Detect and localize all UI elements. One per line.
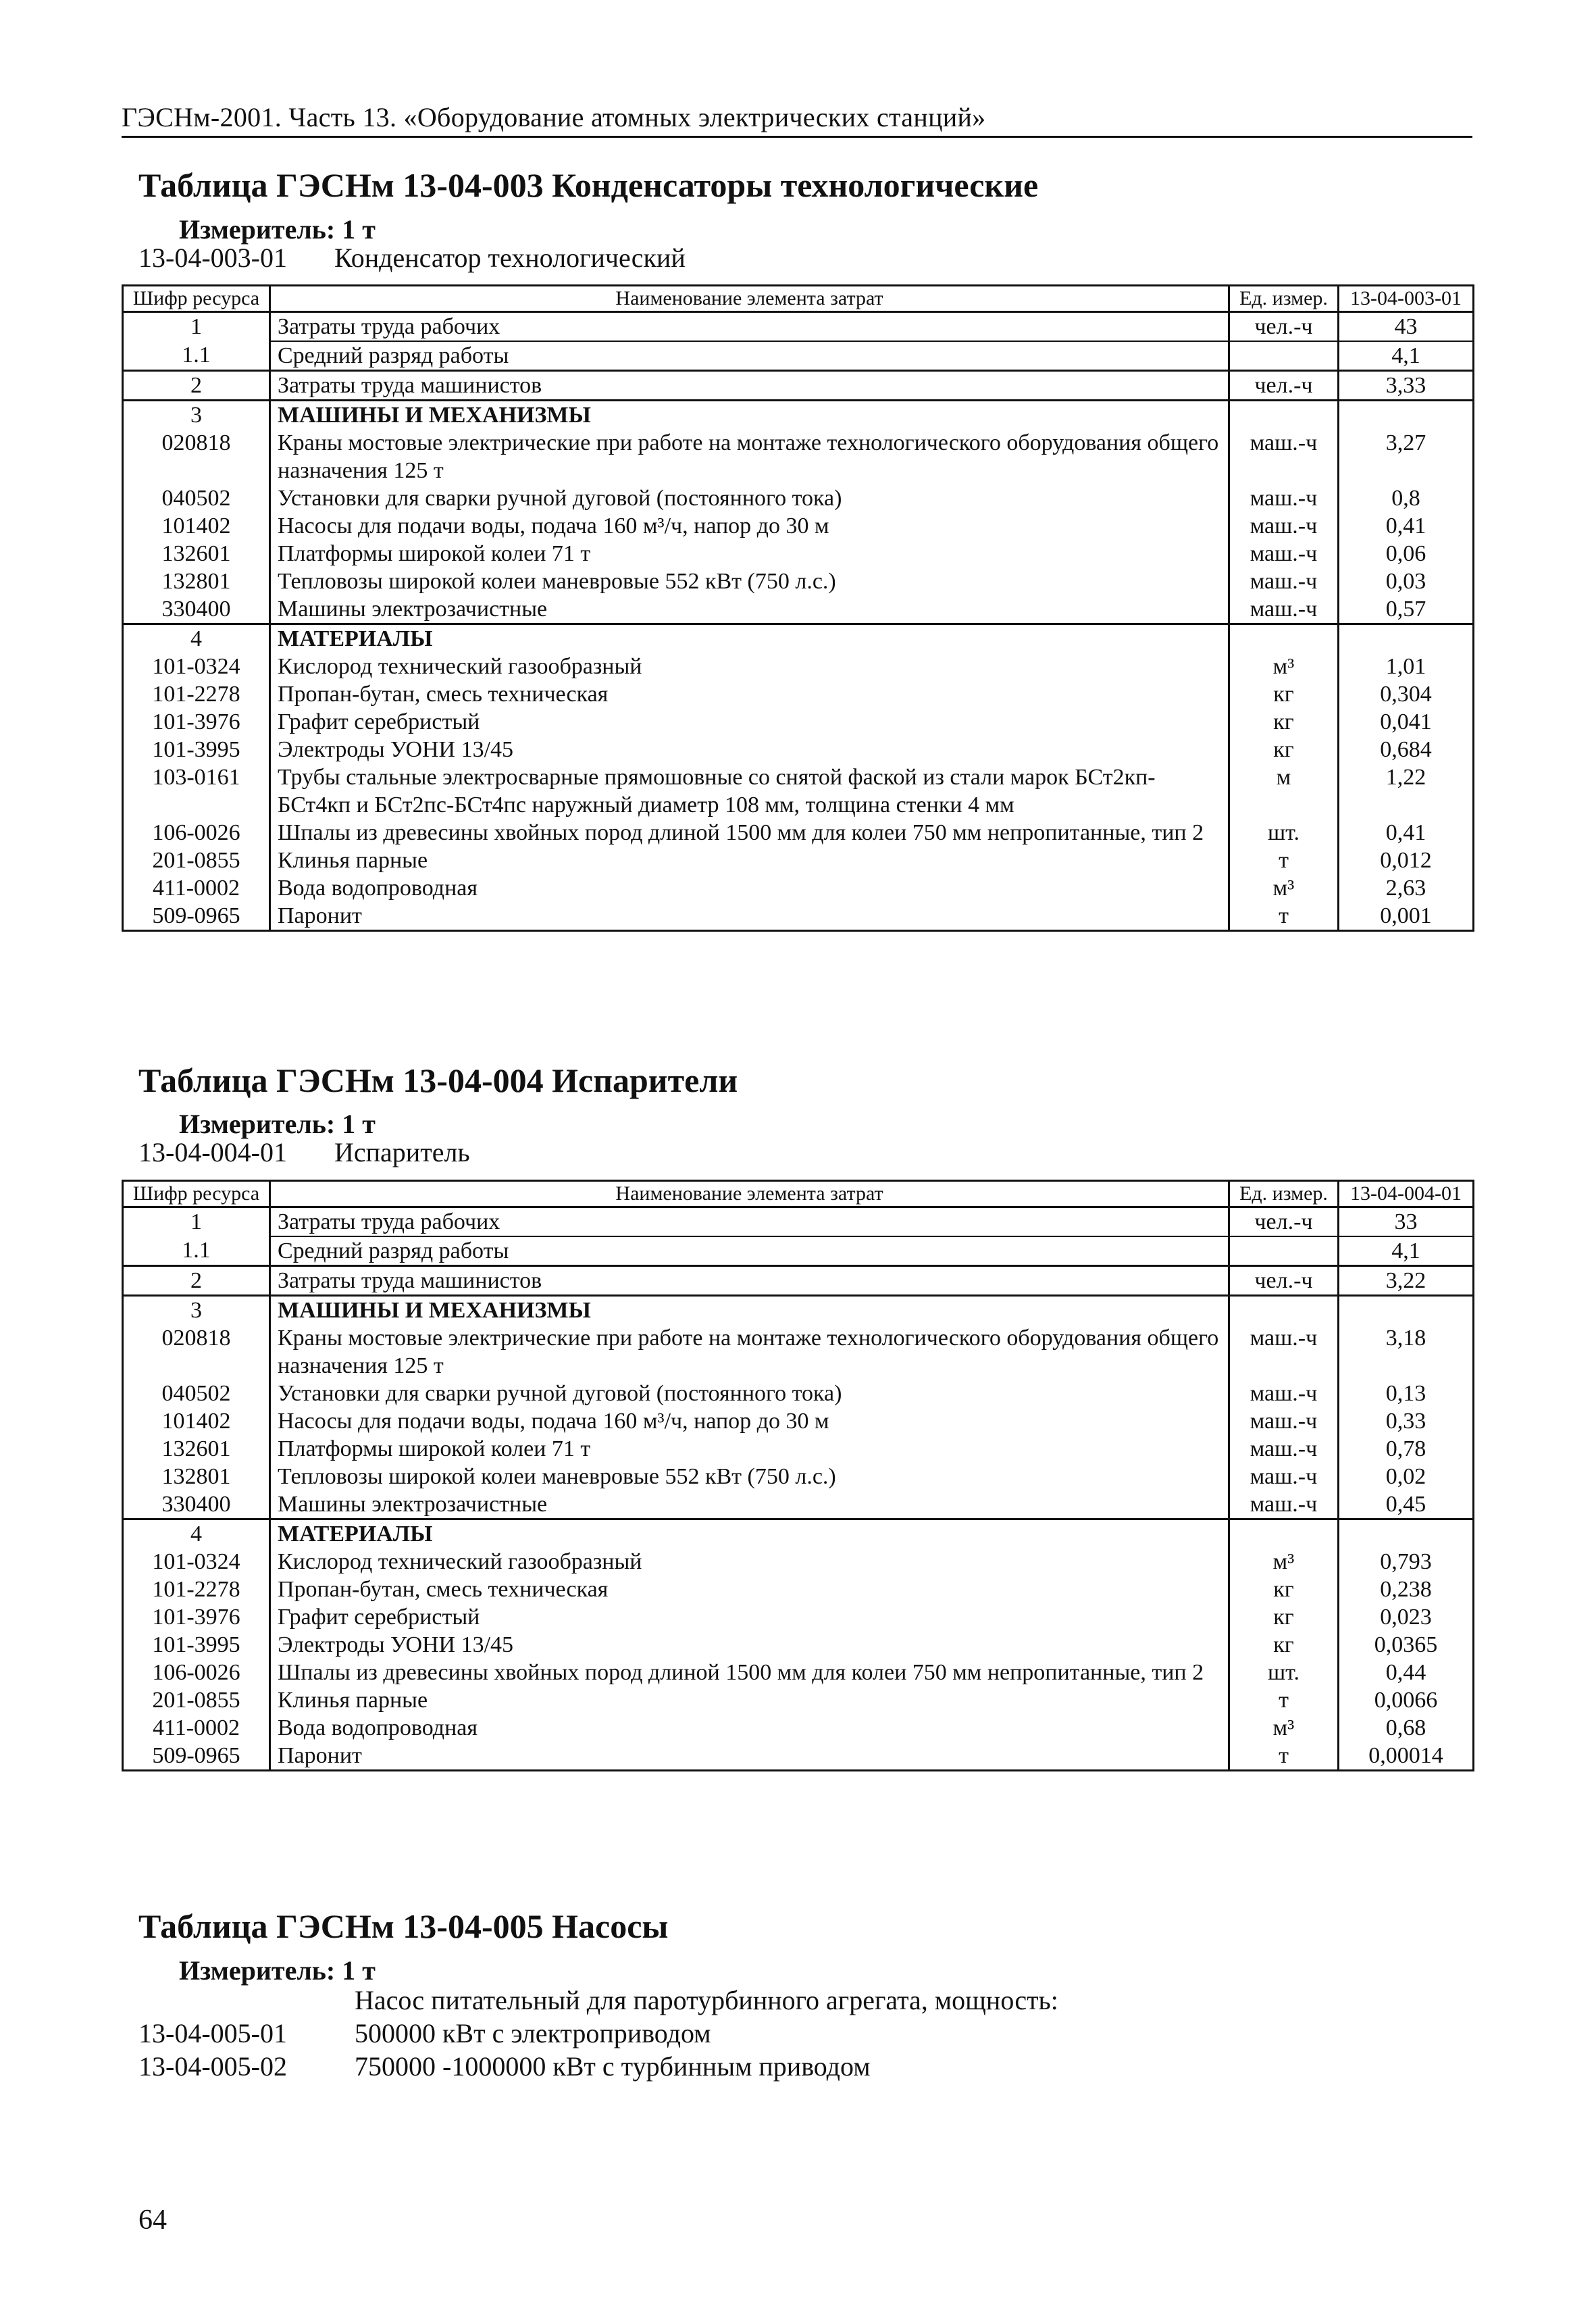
table3-item-row (138, 2017, 1058, 2050)
cell-unit: маш.-ч (1229, 1324, 1339, 1380)
cell-unit (1229, 1236, 1339, 1266)
cell-code: 103-0161 (123, 763, 270, 819)
cell-name: Тепловозы широкой колеи маневровые 552 кВт (750 л.с.) (270, 1463, 1229, 1490)
cell-value: 0,57 (1339, 595, 1474, 624)
col-header-value: 13-04-003-01 (1339, 286, 1474, 312)
table2-item-line (138, 1136, 470, 1168)
cell-code: 101-2278 (123, 680, 270, 708)
col-header-name: Наименование элемента затрат (270, 1181, 1229, 1207)
table-row (123, 512, 1474, 540)
cell-unit: чел.-ч (1229, 1207, 1339, 1237)
cell-unit: кг (1229, 680, 1339, 708)
cell-value: 1,01 (1339, 653, 1474, 680)
cell-value: 0,02 (1339, 1463, 1474, 1490)
cell-value: 0,238 (1339, 1576, 1474, 1603)
table3-items (138, 1984, 1058, 2083)
col-header-unit: Ед. измер. (1229, 286, 1339, 312)
cell-unit: чел.-ч (1229, 1266, 1339, 1296)
cell-name: Пропан-бутан, смесь техническая (270, 680, 1229, 708)
table-row (123, 1324, 1474, 1380)
cell-code: 201-0855 (123, 847, 270, 874)
cell-name: Затраты труда рабочих (270, 1207, 1229, 1237)
cell-name: Клинья парные (270, 847, 1229, 874)
table3-item-code: 13-04-005-01 (138, 2018, 287, 2048)
cell-value: 0,023 (1339, 1603, 1474, 1631)
cell-name: Платформы широкой колеи 71 т (270, 540, 1229, 568)
cell-unit: м³ (1229, 1714, 1339, 1742)
cell-name: Платформы широкой колеи 71 т (270, 1435, 1229, 1463)
cell-value: 0,793 (1339, 1548, 1474, 1576)
cell-code: 4 (123, 624, 270, 653)
cell-unit (1229, 341, 1339, 371)
table-row (123, 763, 1474, 819)
cell-name: Насосы для подачи воды, подача 160 м³/ч, напор до 30 м (270, 512, 1229, 540)
table-row (123, 1407, 1474, 1435)
cell-code: 411-0002 (123, 874, 270, 902)
cell-unit: маш.-ч (1229, 595, 1339, 624)
cell-unit: т (1229, 1686, 1339, 1714)
cell-unit: маш.-ч (1229, 429, 1339, 484)
cell-unit: т (1229, 902, 1339, 931)
cell-unit: маш.-ч (1229, 1463, 1339, 1490)
cell-code: 132801 (123, 568, 270, 595)
table2 (122, 1180, 1474, 1771)
table3-intro-row (138, 1984, 1058, 2017)
cell-unit: маш.-ч (1229, 540, 1339, 568)
table3-intro: Насос питательный для паротурбинного агрегата, мощность: (355, 1985, 1058, 2015)
cell-name: Электроды УОНИ 13/45 (270, 736, 1229, 763)
cell-code: 132601 (123, 540, 270, 568)
cell-code: 509-0965 (123, 1742, 270, 1771)
table-row (123, 429, 1474, 484)
cell-unit: кг (1229, 708, 1339, 736)
cell-code: 020818 (123, 429, 270, 484)
cell-code: 101-3995 (123, 736, 270, 763)
cell-value: 0,0066 (1339, 1686, 1474, 1714)
page-number: 64 (138, 2205, 167, 2236)
cell-name: Клинья парные (270, 1686, 1229, 1714)
table-row (123, 847, 1474, 874)
col-header-value: 13-04-004-01 (1339, 1181, 1474, 1207)
section-title: МАТЕРИАЛЫ (270, 1519, 1229, 1549)
cell-value: 3,22 (1339, 1266, 1474, 1296)
cell-code: 1 (123, 312, 270, 342)
table3-item-row (138, 2050, 1058, 2083)
table3-item-name: 500000 кВт с электроприводом (355, 2018, 711, 2048)
table-row (123, 371, 1474, 401)
cell-value (1339, 401, 1474, 430)
table-row (123, 1659, 1474, 1686)
cell-value: 0,8 (1339, 484, 1474, 512)
cell-code: 106-0026 (123, 1659, 270, 1686)
cell-name: Установки для сварки ручной дуговой (постоянного тока) (270, 1380, 1229, 1407)
cell-code: 4 (123, 1519, 270, 1549)
table-row (123, 1576, 1474, 1603)
cell-code: 106-0026 (123, 819, 270, 847)
cell-value: 3,33 (1339, 371, 1474, 401)
cell-unit (1229, 1519, 1339, 1549)
table-row (123, 1631, 1474, 1659)
table3-title: Таблица ГЭСНм 13-04-005 Насосы (138, 1907, 669, 1945)
cell-value: 0,45 (1339, 1490, 1474, 1519)
section-title: МАШИНЫ И МЕХАНИЗМЫ (270, 1296, 1229, 1325)
table-row (123, 1266, 1474, 1296)
table-row (123, 1714, 1474, 1742)
cell-name: Вода водопроводная (270, 1714, 1229, 1742)
cell-value: 0,304 (1339, 680, 1474, 708)
cell-name: Шпалы из древесины хвойных пород длиной 1500 мм для колеи 750 мм непропитанные, тип 2 (270, 819, 1229, 847)
table1-measure: Измеритель: 1 т (179, 214, 376, 245)
table1-item-code: 13-04-003-01 (138, 243, 287, 273)
cell-value: 0,41 (1339, 512, 1474, 540)
table-row (123, 1686, 1474, 1714)
cell-unit: маш.-ч (1229, 1435, 1339, 1463)
table-row (123, 680, 1474, 708)
table-row (123, 653, 1474, 680)
cell-value: 0,012 (1339, 847, 1474, 874)
cell-value: 33 (1339, 1207, 1474, 1237)
cell-unit: кг (1229, 1603, 1339, 1631)
table-row (123, 595, 1474, 624)
cell-code: 509-0965 (123, 902, 270, 931)
cell-name: Кислород технический газообразный (270, 653, 1229, 680)
cell-value: 0,041 (1339, 708, 1474, 736)
cell-value: 0,68 (1339, 1714, 1474, 1742)
cell-value: 0,33 (1339, 1407, 1474, 1435)
table1-item-line (138, 242, 686, 274)
cell-unit: маш.-ч (1229, 1490, 1339, 1519)
cell-value (1339, 1519, 1474, 1549)
col-header-code: Шифр ресурса (123, 286, 270, 312)
table2-title: Таблица ГЭСНм 13-04-004 Испарители (138, 1061, 738, 1099)
section-row (123, 1519, 1474, 1549)
cell-value: 0,41 (1339, 819, 1474, 847)
cell-code: 2 (123, 371, 270, 401)
cell-code: 330400 (123, 1490, 270, 1519)
table-row (123, 1435, 1474, 1463)
table-row (123, 1236, 1474, 1266)
cell-value: 4,1 (1339, 341, 1474, 371)
table-row (123, 1490, 1474, 1519)
cell-unit: маш.-ч (1229, 1407, 1339, 1435)
cell-value: 0,06 (1339, 540, 1474, 568)
cell-code: 1.1 (123, 341, 270, 371)
table-row (123, 708, 1474, 736)
cell-unit (1229, 1296, 1339, 1325)
table3-measure: Измеритель: 1 т (179, 1955, 376, 1986)
cell-code: 132801 (123, 1463, 270, 1490)
cell-code: 101402 (123, 1407, 270, 1435)
cell-value: 3,18 (1339, 1324, 1474, 1380)
cell-code: 3 (123, 401, 270, 430)
table2-measure: Измеритель: 1 т (179, 1109, 376, 1139)
cell-name: Затраты труда машинистов (270, 1266, 1229, 1296)
table-row (123, 1603, 1474, 1631)
cell-unit: шт. (1229, 1659, 1339, 1686)
cell-unit: маш.-ч (1229, 1380, 1339, 1407)
cell-name: Краны мостовые электрические при работе на монтаже технологического оборудования общего назначения 125 т (270, 429, 1229, 484)
cell-unit: м (1229, 763, 1339, 819)
cell-code: 101-3976 (123, 708, 270, 736)
cell-code: 040502 (123, 484, 270, 512)
cell-name: Тепловозы широкой колеи маневровые 552 кВт (750 л.с.) (270, 568, 1229, 595)
cell-unit: маш.-ч (1229, 484, 1339, 512)
table1-title: Таблица ГЭСНм 13-04-003 Конденсаторы технологические (138, 166, 1039, 204)
cell-value: 3,27 (1339, 429, 1474, 484)
cell-name: Краны мостовые электрические при работе на монтаже технологического оборудования общего назначения 125 т (270, 1324, 1229, 1380)
table-row (123, 1548, 1474, 1576)
cell-code: 101-0324 (123, 653, 270, 680)
col-header-name: Наименование элемента затрат (270, 286, 1229, 312)
cell-name: Электроды УОНИ 13/45 (270, 1631, 1229, 1659)
cell-value: 4,1 (1339, 1236, 1474, 1266)
section-title: МАТЕРИАЛЫ (270, 624, 1229, 653)
cell-value: 0,03 (1339, 568, 1474, 595)
cell-unit: кг (1229, 1576, 1339, 1603)
cell-name: Средний разряд работы (270, 341, 1229, 371)
cell-unit: т (1229, 847, 1339, 874)
cell-unit: кг (1229, 736, 1339, 763)
cell-unit: чел.-ч (1229, 312, 1339, 342)
table-row (123, 1463, 1474, 1490)
cell-code: 101402 (123, 512, 270, 540)
cell-name: Пропан-бутан, смесь техническая (270, 1576, 1229, 1603)
table-row (123, 312, 1474, 342)
cell-value: 0,00014 (1339, 1742, 1474, 1771)
cell-name: Трубы стальные электросварные прямошовные со снятой фаской из стали марок БСт2кп-БСт4кп и БСт2пс-БСт4пс наружный диаметр 108 мм, толщина стенки 4 мм (270, 763, 1229, 819)
cell-code: 3 (123, 1296, 270, 1325)
table-row (123, 1207, 1474, 1237)
running-header: ГЭСНм-2001. Часть 13. «Оборудование атомных электрических станций» (122, 101, 1472, 138)
cell-code: 1.1 (123, 1236, 270, 1266)
cell-name: Кислород технический газообразный (270, 1548, 1229, 1576)
cell-name: Машины электрозачистные (270, 1490, 1229, 1519)
table2-item-code: 13-04-004-01 (138, 1137, 287, 1167)
cell-unit: т (1229, 1742, 1339, 1771)
cell-name: Машины электрозачистные (270, 595, 1229, 624)
cell-name: Установки для сварки ручной дуговой (постоянного тока) (270, 484, 1229, 512)
cell-value: 43 (1339, 312, 1474, 342)
cell-value: 0,78 (1339, 1435, 1474, 1463)
table1 (122, 284, 1474, 932)
table-row (123, 568, 1474, 595)
cell-code: 132601 (123, 1435, 270, 1463)
cell-code: 201-0855 (123, 1686, 270, 1714)
cell-code: 040502 (123, 1380, 270, 1407)
cell-unit (1229, 401, 1339, 430)
cell-unit: м³ (1229, 874, 1339, 902)
table3-item-code: 13-04-005-02 (138, 2051, 287, 2082)
cell-value: 0,684 (1339, 736, 1474, 763)
cell-code: 101-3976 (123, 1603, 270, 1631)
cell-unit: маш.-ч (1229, 568, 1339, 595)
cell-name: Паронит (270, 1742, 1229, 1771)
table-row (123, 1380, 1474, 1407)
table-row (123, 540, 1474, 568)
cell-code: 2 (123, 1266, 270, 1296)
cell-code: 411-0002 (123, 1714, 270, 1742)
cell-value: 0,13 (1339, 1380, 1474, 1407)
cell-unit (1229, 624, 1339, 653)
table-row (123, 341, 1474, 371)
cell-value: 2,63 (1339, 874, 1474, 902)
cell-name: Затраты труда рабочих (270, 312, 1229, 342)
cell-code: 020818 (123, 1324, 270, 1380)
table-row (123, 1742, 1474, 1771)
cell-name: Графит серебристый (270, 1603, 1229, 1631)
cell-value: 0,001 (1339, 902, 1474, 931)
cell-unit: чел.-ч (1229, 371, 1339, 401)
cell-code: 101-0324 (123, 1548, 270, 1576)
section-row (123, 624, 1474, 653)
cell-name: Паронит (270, 902, 1229, 931)
cell-value (1339, 1296, 1474, 1325)
cell-code: 330400 (123, 595, 270, 624)
table-row (123, 874, 1474, 902)
table3-item-name: 750000 -1000000 кВт с турбинным приводом (355, 2051, 871, 2082)
col-header-code: Шифр ресурса (123, 1181, 270, 1207)
table-row (123, 819, 1474, 847)
cell-name: Шпалы из древесины хвойных пород длиной 1500 мм для колеи 750 мм непропитанные, тип 2 (270, 1659, 1229, 1686)
table-row (123, 484, 1474, 512)
cell-value: 1,22 (1339, 763, 1474, 819)
cell-name: Графит серебристый (270, 708, 1229, 736)
cell-code: 1 (123, 1207, 270, 1237)
cell-code: 101-3995 (123, 1631, 270, 1659)
cell-unit: м³ (1229, 1548, 1339, 1576)
cell-code: 101-2278 (123, 1576, 270, 1603)
section-row (123, 1296, 1474, 1325)
cell-unit: шт. (1229, 819, 1339, 847)
table1-item-name: Конденсатор технологический (334, 243, 686, 273)
cell-name: Средний разряд работы (270, 1236, 1229, 1266)
section-title: МАШИНЫ И МЕХАНИЗМЫ (270, 401, 1229, 430)
cell-name: Затраты труда машинистов (270, 371, 1229, 401)
cell-unit: кг (1229, 1631, 1339, 1659)
cell-name: Вода водопроводная (270, 874, 1229, 902)
col-header-unit: Ед. измер. (1229, 1181, 1339, 1207)
cell-unit: маш.-ч (1229, 512, 1339, 540)
table-row (123, 902, 1474, 931)
cell-unit: м³ (1229, 653, 1339, 680)
cell-value: 0,0365 (1339, 1631, 1474, 1659)
section-row (123, 401, 1474, 430)
cell-value (1339, 624, 1474, 653)
cell-name: Насосы для подачи воды, подача 160 м³/ч, напор до 30 м (270, 1407, 1229, 1435)
table-row (123, 736, 1474, 763)
table2-item-name: Испаритель (334, 1137, 470, 1167)
cell-value: 0,44 (1339, 1659, 1474, 1686)
